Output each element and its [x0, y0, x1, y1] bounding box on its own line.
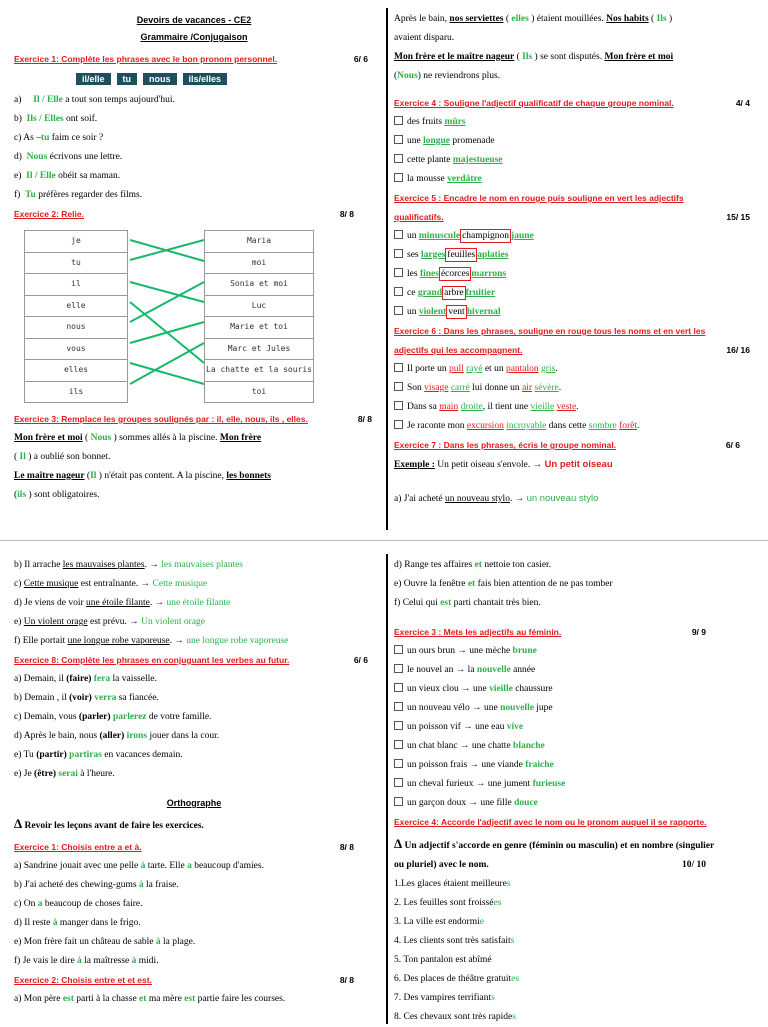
- score: 8/ 8: [339, 209, 354, 219]
- match-cell: Marie et toi: [204, 317, 314, 339]
- list-item: b) Il arrache les mauvaises plantes. → les mauvaises plantes: [14, 560, 244, 570]
- text-line: (Nous) ne reviendrons plus.: [394, 71, 501, 81]
- exercise-1-title: Exercice 1: Complète les phrases avec le bon pronom personnel. 6/ 6: [14, 50, 374, 69]
- match-cell: Marc et Jules: [204, 339, 314, 361]
- list-item: e) Tu (partir) partiras en vacances demain.: [14, 750, 183, 760]
- list-item: e) Un violent orage est prévu. → Un violent orage: [14, 617, 206, 627]
- list-item: le nouvel an → la nouvelle année: [394, 661, 756, 680]
- list-item: e) Mon frère fait un château de sable à la plage.: [14, 937, 196, 947]
- score: 15/ 15: [726, 212, 750, 222]
- text-line: Le maître nageur (Il ) n'était pas content. A la piscine, les bonnets: [14, 471, 271, 481]
- score: 10/ 10: [681, 860, 706, 870]
- page-divider: [0, 540, 768, 541]
- list-item: c) As –tu faim ce soir ?: [14, 133, 104, 143]
- page-title: Devoirs de vacances - CE2: [136, 15, 252, 25]
- list-item: a) Mon père est parti à la chasse et ma mère est partie faire les courses.: [14, 994, 286, 1004]
- checkbox-icon: [394, 420, 403, 429]
- list-item: un chat blanc → une chatte blanche: [394, 737, 756, 756]
- match-cell: Luc: [204, 296, 314, 318]
- match-cell: vous: [24, 339, 128, 361]
- list-item: b) Ils / Elles ont soif.: [14, 114, 98, 124]
- list-item: b) Demain , il (voir) verra sa fiancée.: [14, 693, 159, 703]
- checkbox-icon: [394, 135, 403, 144]
- list-item: a) Il / Elle a tout son temps aujourd'hui.: [14, 95, 175, 105]
- score: 6/ 6: [725, 440, 740, 450]
- text-line: (ils ) sont obligatoires.: [14, 490, 100, 500]
- score: 6/ 6: [353, 655, 368, 665]
- exercise-a-title: Exercice 1: Choisis entre a et à. 8/ 8: [14, 838, 374, 857]
- list-item: c) Cette musique est entraînante. → Cette musique: [14, 579, 208, 589]
- top-right-column: [394, 10, 756, 509]
- match-cell: nous: [24, 317, 128, 339]
- checkbox-icon: [394, 116, 403, 125]
- rule-line: Δ Un adjectif s'accorde en genre (féminin ou masculin) et en nombre (singulier: [394, 836, 715, 851]
- list-item: f) Je vais le dire à la maîtresse à midi.: [14, 956, 159, 966]
- score: 8/ 8: [357, 414, 372, 424]
- orthographe-title: Orthographe: [166, 798, 222, 808]
- noun-box: arbre: [444, 288, 464, 298]
- checkbox-icon: [394, 306, 403, 315]
- text-line: Mon frère et moi ( Nous ) sommes allés à la piscine. Mon frère: [14, 433, 262, 443]
- list-item: ses larges feuilles aplaties: [394, 246, 756, 265]
- checkbox-icon: [394, 154, 403, 163]
- list-item: c) On a beaucoup de choses faire.: [14, 899, 143, 909]
- checkbox-icon: [394, 287, 403, 296]
- match-cell: Sonia et moi: [204, 274, 314, 296]
- checkbox-icon: [394, 645, 403, 654]
- pronoun-chip: il/elle: [76, 73, 111, 85]
- checkbox-icon: [394, 173, 403, 182]
- match-cell: La chatte et la souris: [204, 360, 314, 382]
- list-item: un poisson frais → une viande fraiche: [394, 756, 756, 775]
- exercise-b-title: Exercice 2: Choisis entre et et est. 8/ 8: [14, 971, 374, 990]
- pronoun-chip: ils/elles: [183, 73, 228, 85]
- noun-box: feuilles: [447, 250, 476, 260]
- pronoun-bank: [76, 73, 374, 85]
- list-item: les fines écorces marrons: [394, 265, 756, 284]
- checkbox-icon: [394, 778, 403, 787]
- bottom-right-column: [394, 556, 756, 1027]
- checkbox-icon: [394, 230, 403, 239]
- note-line: Δ Revoir les leçons avant de faire les exercices.: [14, 816, 204, 831]
- match-lines: [20, 230, 320, 402]
- list-item: 2. Les feuilles sont froissées: [394, 898, 502, 908]
- list-item: a) Sandrine jouait avec une pelle à tarte. Elle a beaucoup d'amies.: [14, 861, 264, 871]
- text-line: Mon frère et le maître nageur ( Ils ) se sont disputés. Mon frère et moi: [394, 52, 674, 62]
- checkbox-icon: [394, 740, 403, 749]
- exercise-6-title: Exercice 6 : Dans les phrases, souligne en rouge tous les noms et en vert les: [394, 326, 706, 336]
- match-cell: tu: [24, 253, 128, 275]
- list-item: un cheval furieux → une jument furieuse: [394, 775, 756, 794]
- warning-icon: Δ: [394, 836, 403, 851]
- exercise-5-title-cont: qualificatifs. 15/ 15: [394, 208, 756, 227]
- match-cell: il: [24, 274, 128, 296]
- list-item: un violent vent hivernal: [394, 303, 756, 322]
- list-item: cette plante majestueuse: [394, 151, 756, 170]
- match-cell: moi: [204, 253, 314, 275]
- score: 16/ 16: [726, 345, 750, 355]
- list-item: 1.Les glaces étaient meilleures: [394, 879, 511, 889]
- list-item: une longue promenade: [394, 132, 756, 151]
- match-line: [130, 282, 204, 322]
- list-item: d) Nous écrivons une lettre.: [14, 152, 123, 162]
- exercise-1-items: [14, 91, 374, 205]
- noun-box: écorces: [440, 269, 470, 279]
- rule-line: ou pluriel) avec le nom. 10/ 10: [394, 856, 756, 875]
- checkbox-icon: [394, 721, 403, 730]
- list-item: d) Il reste à manger dans le frigo.: [14, 918, 141, 928]
- match-cell: toi: [204, 382, 314, 404]
- bottom-left-column: [14, 556, 374, 1009]
- list-item: des fruits mûrs: [394, 113, 756, 132]
- warning-icon: Δ: [14, 816, 23, 831]
- list-item: 4. Les clients sont très satisfaits: [394, 936, 515, 946]
- checkbox-icon: [394, 249, 403, 258]
- list-item: 7. Des vampires terrifiants: [394, 993, 495, 1003]
- match-line: [130, 363, 204, 384]
- exercise-7-title: Exercice 7 : Dans les phrases, écris le groupe nominal. 6/ 6: [394, 436, 756, 455]
- list-item: la mousse verdâtre: [394, 170, 756, 189]
- list-item: f) Tu préfères regarder des films.: [14, 190, 143, 200]
- exercise-8-title: Exercice 8: Complète les phrases en conjuguant les verbes au futur. 6/ 6: [14, 651, 374, 670]
- pronoun-chip: nous: [143, 73, 177, 85]
- pronoun-chip: tu: [117, 73, 138, 85]
- score: 6/ 6: [353, 54, 368, 64]
- checkbox-icon: [394, 268, 403, 277]
- top-left-column: [14, 10, 374, 505]
- checkbox-icon: [394, 363, 403, 372]
- score: 9/ 9: [691, 627, 706, 637]
- list-item: e) Il / Elle obéit sa maman.: [14, 171, 121, 181]
- list-item: 8. Ces chevaux sont très rapides: [394, 1012, 516, 1022]
- list-item: Son visage carré lui donne un air sévère.: [394, 379, 756, 398]
- exercise-2-title: Exercice 2: Relie. 8/ 8: [14, 205, 374, 224]
- list-item: e) Ouvre la fenêtre et fais bien attention de ne pas tomber: [394, 579, 613, 589]
- column-divider-top: [386, 8, 388, 530]
- list-item: 6. Des places de théâtre gratuites: [394, 974, 520, 984]
- list-item: a) Demain, il (faire) fera la vaisselle.: [14, 674, 157, 684]
- list-item: Il porte un pull rayé et un pantalon gris.: [394, 360, 756, 379]
- list-item: ce grand arbre fruitier: [394, 284, 756, 303]
- list-item: d) Je viens de voir une étoile filante. → une étoile filante: [14, 598, 231, 608]
- text-line: avaient disparu.: [394, 33, 455, 43]
- score: 4/ 4: [735, 98, 750, 108]
- list-item: e) Je (être) serai à l'heure.: [14, 769, 115, 779]
- match-cell: Maria: [204, 230, 314, 253]
- matching-exercise: [20, 230, 374, 402]
- list-item: f) Celui qui est parti chantait très bien.: [394, 598, 541, 608]
- list-item: un poisson vif → une eau vive: [394, 718, 756, 737]
- example-line: Exemple : Un petit oiseau s'envole. → Un petit oiseau: [394, 459, 613, 470]
- match-cell: je: [24, 230, 128, 253]
- list-item: a) J'ai acheté un nouveau stylo. → un nouveau stylo: [394, 493, 599, 504]
- checkbox-icon: [394, 664, 403, 673]
- match-line: [130, 282, 204, 302]
- section-title: Grammaire /Conjugaison: [140, 32, 248, 42]
- match-cell: ils: [24, 382, 128, 404]
- column-divider-bottom: [386, 554, 388, 1024]
- list-item: un minuscule champignon jaune: [394, 227, 756, 246]
- score: 8/ 8: [339, 975, 354, 985]
- match-cell: elles: [24, 360, 128, 382]
- list-item: un vieux clou → une vieille chaussure: [394, 680, 756, 699]
- text-line: ( Il ) a oublié son bonnet.: [14, 452, 111, 462]
- noun-box: vent: [448, 307, 465, 317]
- checkbox-icon: [394, 401, 403, 410]
- list-item: 5. Ton pantalon est abîmé: [394, 955, 492, 965]
- checkbox-icon: [394, 683, 403, 692]
- exercise-3-title: Exercice 3: Remplace les groupes soulignés par : il, elle, nous, ils , elles. 8/ 8: [14, 410, 374, 429]
- list-item: un nouveau vélo → une nouvelle jupe: [394, 699, 756, 718]
- score: 8/ 8: [339, 842, 354, 852]
- list-item: d) Range tes affaires et nettoie ton casier.: [394, 560, 552, 570]
- list-item: d) Après le bain, nous (aller) irons jouer dans la cour.: [14, 731, 220, 741]
- exercise-4-title: Exercice 4 : Souligne l'adjectif qualificatif de chaque groupe nominal. 4/ 4: [394, 94, 756, 113]
- list-item: f) Elle portait une longue robe vaporeuse. → une longue robe vaporeuse: [14, 636, 289, 646]
- list-item: b) J'ai acheté des chewing-gums à la fraise.: [14, 880, 179, 890]
- text-line: Après le bain, nos serviettes ( elles ) étaient mouillées. Nos habits ( Ils ): [394, 14, 673, 24]
- exercise-4a-title: Exercice 4: Accorde l'adjectif avec le nom ou le pronom auquel il se rapporte.: [394, 817, 707, 827]
- exercise-3f-title: Exercice 3 : Mets les adjectifs au féminin. 9/ 9: [394, 623, 756, 642]
- list-item: Je raconte mon excursion incroyable dans cette sombre forêt.: [394, 417, 756, 436]
- match-cell: elle: [24, 296, 128, 318]
- checkbox-icon: [394, 797, 403, 806]
- checkbox-icon: [394, 382, 403, 391]
- match-line: [130, 343, 204, 384]
- checkbox-icon: [394, 702, 403, 711]
- exercise-6-title-cont: adjectifs qui les accompagnent. 16/ 16: [394, 341, 756, 360]
- checkbox-icon: [394, 759, 403, 768]
- list-item: un garçon doux → une fille douce: [394, 794, 756, 813]
- list-item: c) Demain, vous (parler) parlerez de votre famille.: [14, 712, 212, 722]
- list-item: Dans sa main droite, il tient une vieille veste.: [394, 398, 756, 417]
- exercise-5-title: Exercice 5 : Encadre le nom en rouge puis souligne en vert les adjectifs: [394, 193, 684, 203]
- match-line: [130, 322, 204, 343]
- list-item: un ours brun → une mèche brune: [394, 642, 756, 661]
- noun-box: champignon: [462, 231, 510, 241]
- list-item: 3. La ville est endormie: [394, 917, 484, 927]
